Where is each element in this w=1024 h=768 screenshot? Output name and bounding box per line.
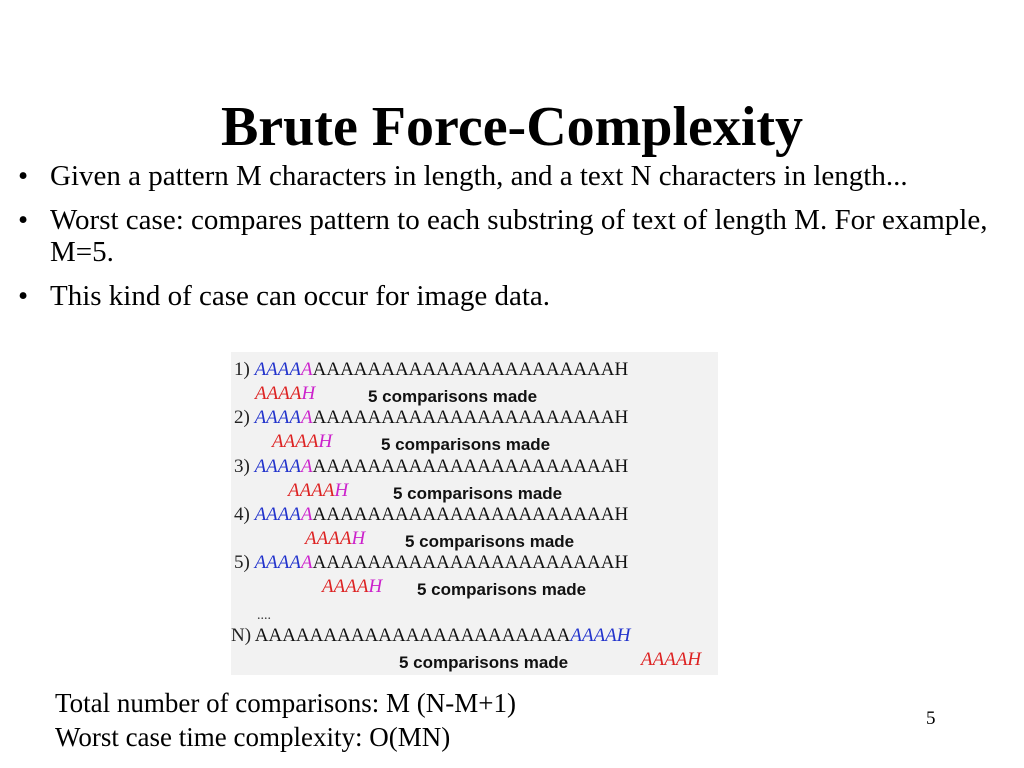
pattern-row: [272, 430, 332, 454]
pattern-row-final: [641, 648, 701, 672]
pattern-matched-chars: AAAA: [288, 480, 335, 501]
text-matched-chars: AAAA: [254, 359, 302, 380]
page-number: 5: [926, 708, 936, 729]
bullet-dot: •: [18, 280, 29, 312]
text-remaining-chars: AAAAAAAAAAAAAAAAAAAAAAH: [312, 359, 629, 380]
total-comparisons-line: Total number of comparisons: M (N-M+1): [55, 688, 517, 718]
text-matched-chars: AAAA: [254, 552, 302, 573]
text-remaining-chars: AAAAAAAAAAAAAAAAAAAAAAH: [312, 552, 629, 573]
bullet-text: This kind of case can occur for image data.: [50, 280, 551, 312]
pattern-matched-chars: AAAA: [272, 431, 319, 452]
text-row: [234, 551, 628, 575]
text-row: [234, 455, 628, 479]
bullet-list: [18, 160, 1008, 324]
text-mismatch-char: A: [301, 552, 313, 573]
row-number: 1): [234, 359, 250, 380]
pattern-mismatch-char: H: [301, 383, 316, 404]
bullet-item: [18, 280, 1008, 312]
text-row: [234, 358, 628, 382]
pattern-matched-chars: AAAA: [305, 528, 352, 549]
text-matched-chars: AAAA: [254, 456, 302, 477]
pattern-mismatch-char: H: [351, 528, 366, 549]
text-row: [234, 503, 628, 527]
pattern-row: [322, 575, 382, 599]
pattern-row: [305, 527, 365, 551]
bullet-text: Given a pattern M characters in length, and a text N characters in length...: [50, 160, 908, 192]
row-number: 2): [234, 407, 250, 428]
pattern-matched-chars: AAAA: [255, 383, 302, 404]
row-number: 3): [234, 456, 250, 477]
comparison-count: 5 comparisons made: [381, 435, 551, 454]
row-number: 4): [234, 504, 250, 525]
text-mismatch-char: A: [301, 456, 313, 477]
pattern-mismatch-char: H: [334, 480, 349, 501]
row-number: N): [231, 625, 252, 646]
bullet-dot: •: [18, 204, 29, 236]
pattern-row: [288, 479, 348, 503]
comparison-count: 5 comparisons made: [417, 580, 587, 599]
ellipsis: ....: [257, 608, 271, 623]
bullet-dot: •: [18, 160, 29, 192]
text-matched-chars: AAAAH: [570, 625, 631, 646]
comparison-example-figure: [231, 352, 718, 675]
text-row: [234, 406, 628, 430]
comparison-count: 5 comparisons made: [393, 484, 563, 503]
pattern-mismatch-char: H: [318, 431, 333, 452]
slide-title: Brute Force-Complexity: [220, 96, 804, 158]
bullet-item: [18, 204, 1008, 268]
text-matched-chars: AAAA: [254, 504, 302, 525]
row-number: 5): [234, 552, 250, 573]
pattern-chars: AAAAH: [641, 649, 702, 670]
text-remaining-chars: AAAAAAAAAAAAAAAAAAAAAAH: [312, 456, 629, 477]
bullet-text: Worst case: compares pattern to each substring of text of length M. For example, M=5.: [50, 204, 988, 268]
pattern-mismatch-char: H: [368, 576, 383, 597]
comparison-count: 5 comparisons made: [405, 532, 575, 551]
text-mismatch-char: A: [301, 359, 313, 380]
time-complexity-line: Worst case time complexity: O(MN): [55, 722, 451, 752]
text-row-final: [231, 624, 631, 648]
pattern-matched-chars: AAAA: [322, 576, 369, 597]
pattern-row: [255, 382, 315, 406]
comparison-count: 5 comparisons made: [368, 387, 538, 406]
text-matched-chars: AAAA: [254, 407, 302, 428]
text-plain-chars: AAAAAAAAAAAAAAAAAAAAAAA: [254, 625, 571, 646]
text-mismatch-char: A: [301, 407, 313, 428]
text-remaining-chars: AAAAAAAAAAAAAAAAAAAAAAH: [312, 407, 629, 428]
text-remaining-chars: AAAAAAAAAAAAAAAAAAAAAAH: [312, 504, 629, 525]
comparison-count: 5 comparisons made: [399, 653, 569, 672]
text-mismatch-char: A: [301, 504, 313, 525]
bullet-item: [18, 160, 1008, 192]
summary-text: [55, 686, 516, 754]
